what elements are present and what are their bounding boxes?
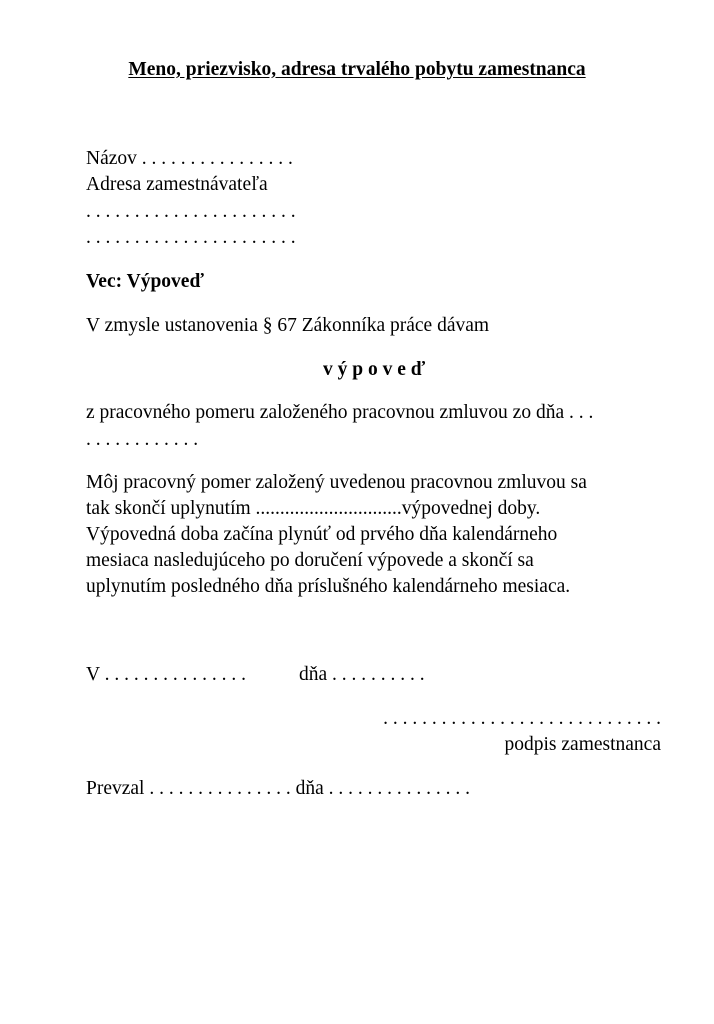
paragraph-line: tak skončí uplynutím ..............................výpovednej doby. <box>86 498 541 519</box>
date-line: dňa . . . . . . . . . . <box>299 664 425 685</box>
paragraph-line: Môj pracovný pomer založený uvedenou pracovnou zmluvou sa <box>86 472 587 493</box>
employer-name-line: Názov . . . . . . . . . . . . . . . . <box>86 148 293 169</box>
paragraph-line: mesiaca nasledujúceho po doručení výpovede a skončí sa <box>86 550 534 571</box>
signature-dots: . . . . . . . . . . . . . . . . . . . . . . . . . . . . . <box>383 708 661 729</box>
contract-line-1: z pracovného pomeru založeného pracovnou zmluvou zo dňa . . . <box>86 402 594 423</box>
contract-line-2: . . . . . . . . . . . . <box>86 429 199 450</box>
employer-address-label: Adresa zamestnávateľa <box>86 174 268 195</box>
paragraph-line: Výpovedná doba začína plynúť od prvého dňa kalendárneho <box>86 524 558 545</box>
received-line: Prevzal . . . . . . . . . . . . . . . dňa . . . . . . . . . . . . . . . <box>86 778 471 799</box>
keyword-vypoved: v ý p o v e ď <box>322 359 426 380</box>
signature-label: podpis zamestnanca <box>504 734 661 755</box>
employer-address-dots-1: . . . . . . . . . . . . . . . . . . . . . . <box>86 201 296 222</box>
paragraph-line: uplynutím posledného dňa príslušného kalendárneho mesiaca. <box>86 576 571 597</box>
intro-text: V zmysle ustanovenia § 67 Zákonníka práce dávam <box>86 315 490 336</box>
place-line: V . . . . . . . . . . . . . . . <box>86 664 246 685</box>
subject-heading: Vec: Výpoveď <box>86 271 204 292</box>
page-title: Meno, priezvisko, adresa trvalého pobytu zamestnanca <box>128 59 586 80</box>
employer-address-dots-2: . . . . . . . . . . . . . . . . . . . . . . <box>86 227 296 248</box>
